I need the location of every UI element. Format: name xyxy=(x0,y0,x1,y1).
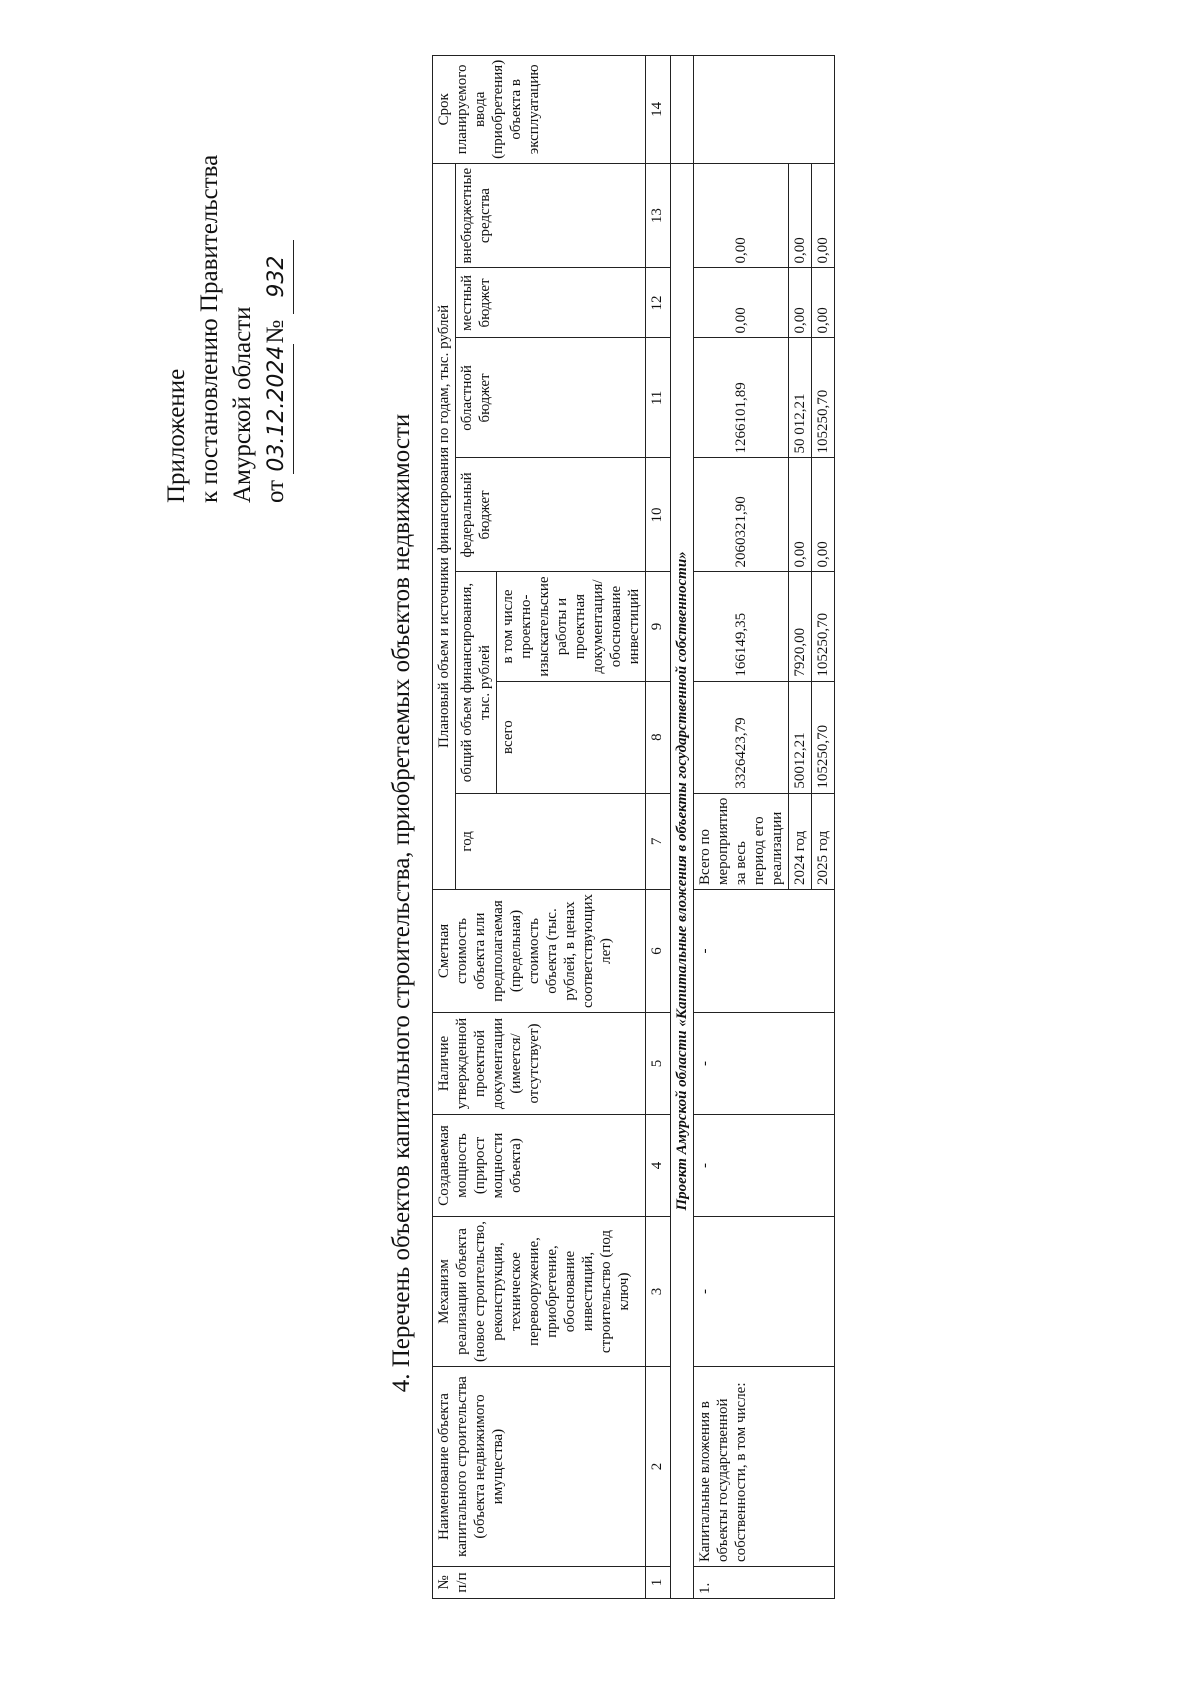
header-federal: федеральный бюджет xyxy=(456,458,646,572)
row-2024-federal: 0,00 xyxy=(789,458,812,572)
header-extrabudget: внебюджетные средства xyxy=(456,163,646,268)
table-row xyxy=(694,55,789,1598)
row-total-regional: 1266101,89 xyxy=(694,338,789,458)
row-total-extrabudget: 0,00 xyxy=(694,163,789,268)
row-2025-federal: 0,00 xyxy=(812,458,835,572)
row-2025-extrabudget: 0,00 xyxy=(812,163,835,268)
row-2024-extrabudget: 0,00 xyxy=(789,163,812,268)
header-project-docs: Наличие утвержденной проектной документации (имеется/отсутствует) xyxy=(433,1013,646,1115)
section-title: Проект Амурской области «Капитальные вложения в объекты государственной собственности» xyxy=(671,163,694,1598)
colnum-13: 13 xyxy=(646,163,671,268)
colnum-2: 2 xyxy=(646,1367,671,1567)
colnum-8: 8 xyxy=(646,681,671,793)
appendix-line-3: Амурской области xyxy=(229,306,256,503)
number-label: № xyxy=(262,319,289,344)
colnum-5: 5 xyxy=(646,1013,671,1115)
colnum-14: 14 xyxy=(646,55,671,163)
header-total-all: всего xyxy=(497,681,646,793)
objects-table xyxy=(432,55,835,1599)
header-pir: в том числе проектно-изыскательские работы и проектная документация/обоснование инвестиций xyxy=(497,572,646,681)
header-name: Наименование объекта капитального строительства (объекта недвижимого имущества) xyxy=(433,1367,646,1567)
row-total-all: 3326423,79 xyxy=(694,681,789,793)
colnum-3: 3 xyxy=(646,1217,671,1367)
appendix-line-2: к постановлению Правительства xyxy=(196,154,223,503)
row-year-2024: 2024 год xyxy=(789,793,812,889)
header-local: местный бюджет xyxy=(456,268,646,338)
row-total-local: 0,00 xyxy=(694,268,789,338)
row-2025-regional: 105250,70 xyxy=(812,338,835,458)
colnum-6: 6 xyxy=(646,890,671,1013)
row-commissioning-term xyxy=(694,55,835,163)
section-empty-cell xyxy=(671,55,694,163)
row-year-2025: 2025 год xyxy=(812,793,835,889)
header-financing-group: Плановый объем и источники финансирования по годам, тыс. рублей xyxy=(433,163,456,889)
row-num: 1. xyxy=(694,1567,835,1599)
colnum-7: 7 xyxy=(646,793,671,889)
column-numbers-row xyxy=(646,55,671,1598)
colnum-9: 9 xyxy=(646,572,671,681)
row-mechanism: - xyxy=(694,1217,835,1367)
row-2025-pir: 105250,70 xyxy=(812,572,835,681)
date-value: 03.12.2024 xyxy=(260,344,294,474)
document-title: 4. Перечень объектов капитального строительства, приобретаемых объектов недвижимости xyxy=(388,413,415,1393)
colnum-1: 1 xyxy=(646,1567,671,1599)
colnum-10: 10 xyxy=(646,458,671,572)
row-year-total: Всего по мероприятию за весь период его реализации xyxy=(694,793,789,889)
row-2025-local: 0,00 xyxy=(812,268,835,338)
row-2024-local: 0,00 xyxy=(789,268,812,338)
row-2024-regional: 50 012,21 xyxy=(789,338,812,458)
row-2024-pir: 7920,00 xyxy=(789,572,812,681)
header-row-1 xyxy=(433,55,456,1598)
row-total-pir: 166149,35 xyxy=(694,572,789,681)
row-total-federal: 2060321,90 xyxy=(694,458,789,572)
header-regional: областной бюджет xyxy=(456,338,646,458)
appendix-date-line xyxy=(259,143,294,503)
header-commissioning-term: Срок планируемого ввода (приобретения) объекта в эксплуатацию xyxy=(433,55,646,163)
section-row xyxy=(671,55,694,1598)
header-estimated-cost: Сметная стоимость объекта или предполагаемая (предельная) стоимость объекта (тыс. рублей, в ценах соответствующих лет) xyxy=(433,890,646,1013)
colnum-12: 12 xyxy=(646,268,671,338)
appendix-block xyxy=(160,143,294,503)
number-value: 932 xyxy=(260,240,294,314)
row-2025-all: 105250,70 xyxy=(812,681,835,793)
row-name: Капитальные вложения в объекты государственной собственности, в том числе: xyxy=(694,1367,835,1567)
header-capacity: Создаваемая мощность (прирост мощности объекта) xyxy=(433,1115,646,1217)
colnum-11: 11 xyxy=(646,338,671,458)
row-2024-all: 50012,21 xyxy=(789,681,812,793)
row-estimated-cost: - xyxy=(694,890,835,1013)
header-total-group: общий объем финансирования, тыс. рублей xyxy=(456,572,497,793)
colnum-4: 4 xyxy=(646,1115,671,1217)
row-project-docs: - xyxy=(694,1013,835,1115)
row-capacity: - xyxy=(694,1115,835,1217)
appendix-line-1: Приложение xyxy=(163,368,190,503)
header-num: № п/п xyxy=(433,1567,646,1599)
header-mechanism: Механизм реализации объекта (новое строительство, реконструкция, техническое перевооружение, приобретение, обоснование инвестиций, строительство (под ключ) xyxy=(433,1217,646,1367)
date-prefix: от xyxy=(262,479,289,503)
header-year: год xyxy=(456,793,646,889)
